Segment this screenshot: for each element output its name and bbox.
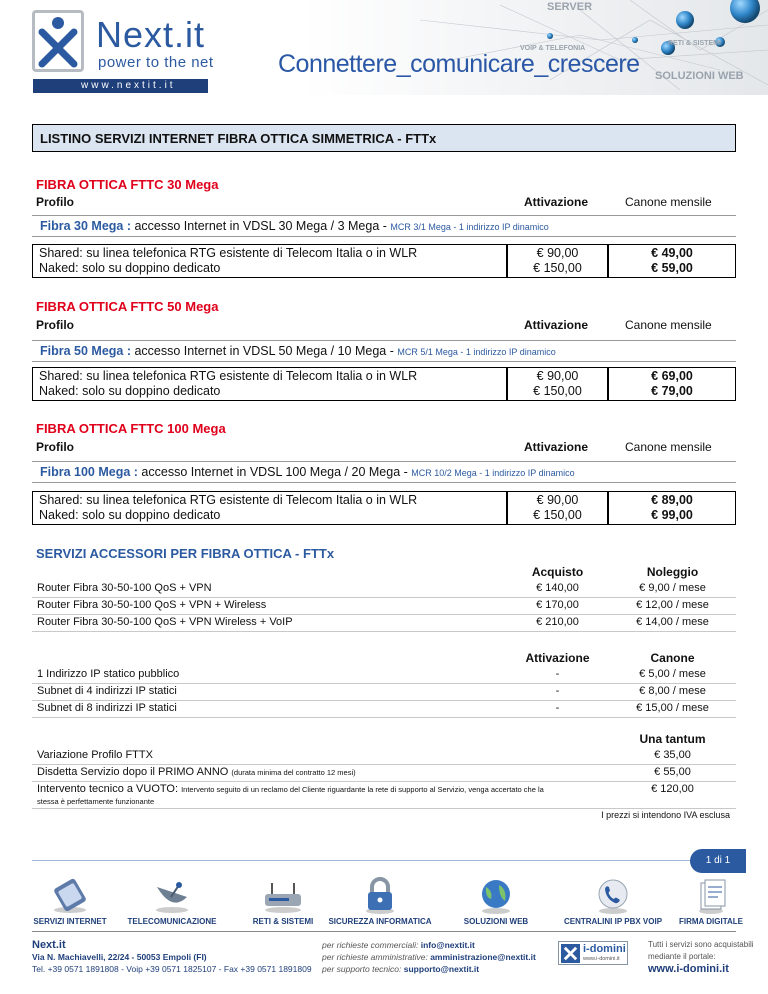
section-heading-100: FIBRA OTTICA FTTC 100 Mega xyxy=(36,421,226,436)
footer-portal-block xyxy=(648,939,754,975)
contact-email-admin[interactable]: amministrazione@nextit.it xyxy=(430,952,536,962)
router-rent-1: € 9,00 / mese xyxy=(639,582,706,594)
slogan: Connettere_comunicare_crescere xyxy=(278,50,640,78)
footer-label-internet: SERVIZI INTERNET xyxy=(33,917,107,926)
col-monthly-100: Canone mensile xyxy=(625,440,712,454)
satellite-icon xyxy=(147,877,197,915)
ip-fee-3: € 15,00 / mese xyxy=(636,702,709,714)
page-divider xyxy=(32,860,692,861)
profile-description-100 xyxy=(32,461,736,483)
ip-act-1: - xyxy=(555,668,560,680)
idomini-name: i-domini xyxy=(583,943,626,955)
lock-icon xyxy=(355,877,405,915)
onetime-note: (durata minima del contratto 12 mesi) xyxy=(231,768,356,777)
contact-label: per richieste commerciali: xyxy=(322,940,419,950)
profile-mcr: MCR 3/1 Mega - 1 indirizzo IP dinamico xyxy=(390,222,549,232)
onetime-label: Intervento tecnico a VUOTO: xyxy=(37,783,179,795)
footer-phones: Tel. +39 0571 1891808 - Voip +39 0571 1825107 - Fax +39 0571 1891809 xyxy=(32,964,312,974)
idomini-url-small: www.i-domini.it xyxy=(583,956,620,962)
footer-divider xyxy=(32,931,736,932)
document-icon xyxy=(686,877,736,915)
ip-fee-1: € 5,00 / mese xyxy=(639,668,706,680)
monthly-naked: € 79,00 xyxy=(651,384,693,398)
contact-label: per richieste amministrative: xyxy=(322,952,428,962)
header-word-reti: RETI & SISTEMI xyxy=(668,40,721,47)
contact-label: per supporto tecnico: xyxy=(322,964,402,974)
profile-description-30 xyxy=(32,215,736,237)
footer-label-web: SOLUZIONI WEB xyxy=(463,917,529,926)
monthly-naked: € 59,00 xyxy=(651,261,693,275)
onetime-price-3: € 120,00 xyxy=(651,783,694,795)
website-bar[interactable]: www.nextit.it xyxy=(33,79,208,93)
row-naked: Naked: solo su doppino dedicato xyxy=(39,261,221,275)
monthly-shared: € 49,00 xyxy=(651,246,693,260)
activation-shared: € 90,00 xyxy=(536,493,579,507)
ip-fee-2: € 8,00 / mese xyxy=(639,685,706,697)
row-shared: Shared: su linea telefonica RTG esistente di Telecom Italia o in WLR xyxy=(39,493,418,507)
header-word-server: SERVER xyxy=(547,1,593,13)
contact-email-support[interactable]: supporto@nextit.it xyxy=(403,964,480,974)
ip-act-3: - xyxy=(555,702,560,714)
globe-icon xyxy=(471,877,521,915)
portal-text-2: mediante il portale: xyxy=(648,952,716,961)
profile-name: Fibra 30 Mega : xyxy=(40,219,131,233)
activation-naked: € 150,00 xyxy=(533,508,582,522)
col-activation-50: Attivazione xyxy=(524,318,589,332)
activation-shared: € 90,00 xyxy=(536,369,579,383)
footer-contacts-block xyxy=(322,939,536,975)
footer-label-security: SICUREZZA INFORMATICA xyxy=(328,917,432,926)
divider xyxy=(32,631,736,632)
router-rent-3: € 14,00 / mese xyxy=(636,616,709,628)
onetime-name-2 xyxy=(37,766,356,778)
profile-name: Fibra 100 Mega : xyxy=(40,465,138,479)
router-name-2: Router Fibra 30-50-100 QoS + VPN + Wireless xyxy=(37,599,267,611)
activation-naked: € 150,00 xyxy=(533,261,582,275)
col-monthly-50: Canone mensile xyxy=(625,318,712,332)
onetime-note-cont: stessa è perfettamente funzionante xyxy=(37,797,155,806)
row-shared: Shared: su linea telefonica RTG esistente di Telecom Italia o in WLR xyxy=(39,246,418,260)
router-buy-1: € 140,00 xyxy=(536,582,579,594)
contact-email-info[interactable]: info@nextit.it xyxy=(420,940,475,950)
activation-cell-50 xyxy=(507,367,608,401)
ip-fee-header: Canone xyxy=(650,651,695,665)
portal-text-1: Tutti i servizi sono acquistabili xyxy=(648,940,754,949)
footer-label-pbx: CENTRALINI IP PBX VOIP xyxy=(563,917,663,926)
brand-tagline: power to the net xyxy=(98,54,214,71)
footer-label-signature: FIRMA DIGITALE xyxy=(679,917,743,926)
profile-mcr: MCR 10/2 Mega - 1 indirizzo IP dinamico xyxy=(411,468,575,478)
onetime-label: Disdetta Servizio dopo il PRIMO ANNO xyxy=(37,766,229,778)
profile-mcr: MCR 5/1 Mega - 1 indirizzo IP dinamico xyxy=(397,347,556,357)
monthly-cell-50 xyxy=(608,367,736,401)
logo-icon xyxy=(38,14,78,68)
ip-activation-header: Attivazione xyxy=(525,651,590,665)
monthly-shared: € 69,00 xyxy=(651,369,693,383)
col-profile-100: Profilo xyxy=(36,440,74,454)
col-profile-50: Profilo xyxy=(36,318,74,332)
router-buy-2: € 170,00 xyxy=(536,599,579,611)
idomini-x-icon xyxy=(561,944,580,963)
monthly-shared: € 89,00 xyxy=(651,493,693,507)
onetime-name-1 xyxy=(37,749,153,761)
monthly-naked: € 99,00 xyxy=(651,508,693,522)
profile-text: accesso Internet in VDSL 100 Mega / 20 Mega - xyxy=(137,465,412,479)
page-number: 1 di 1 xyxy=(690,849,746,873)
onetime-note: Intervento seguito di un reclamo del Cliente riguardante la rete di supporto al Servizio, venga accertato che la xyxy=(181,785,544,794)
page-header xyxy=(0,0,768,95)
phone-icon xyxy=(588,877,638,915)
profile-description-50 xyxy=(32,340,736,362)
brand-name: Next.it xyxy=(96,14,206,55)
onetime-name-3 xyxy=(37,783,597,795)
rows-cell-50 xyxy=(32,367,507,401)
divider xyxy=(32,764,736,765)
vat-note: I prezzi si intendono IVA esclusa xyxy=(601,810,730,820)
divider xyxy=(32,683,736,684)
monthly-cell-100 xyxy=(608,491,736,525)
router-buy-3: € 210,00 xyxy=(536,616,579,628)
profile-name: Fibra 50 Mega : xyxy=(40,344,131,358)
ip-name-2: Subnet di 4 indirizzi IP statici xyxy=(37,685,177,697)
divider xyxy=(32,781,736,782)
header-word-voip: VOIP & TELEFONIA xyxy=(520,45,586,52)
ip-name-1: 1 Indirizzo IP statico pubblico xyxy=(37,668,180,680)
section-heading-30: FIBRA OTTICA FTTC 30 Mega xyxy=(36,177,219,192)
divider xyxy=(32,700,736,701)
activation-naked: € 150,00 xyxy=(533,384,582,398)
ip-name-3: Subnet di 8 indirizzi IP statici xyxy=(37,702,177,714)
document-title: LISTINO SERVIZI INTERNET FIBRA OTTICA SIMMETRICA - FTTx xyxy=(32,124,736,152)
rows-cell-100 xyxy=(32,491,507,525)
footer-label-telecom: TELECOMUNICAZIONE xyxy=(127,917,217,926)
router-buy-header: Acquisto xyxy=(531,565,584,579)
router-rent-2: € 12,00 / mese xyxy=(636,599,709,611)
internet-icon xyxy=(45,877,95,915)
router-rent-header: Noleggio xyxy=(646,565,699,579)
col-profile-30: Profilo xyxy=(36,195,74,209)
footer-label-network: RETI & SISTEMI xyxy=(252,917,314,926)
row-naked: Naked: solo su doppino dedicato xyxy=(39,384,221,398)
profile-text: accesso Internet in VDSL 50 Mega / 10 Mega - xyxy=(131,344,398,358)
row-shared: Shared: su linea telefonica RTG esistente di Telecom Italia o in WLR xyxy=(39,369,418,383)
onetime-price-1: € 35,00 xyxy=(654,749,691,761)
col-activation-100: Attivazione xyxy=(524,440,589,454)
divider xyxy=(32,717,736,718)
activation-cell-100 xyxy=(507,491,608,525)
router-icon xyxy=(258,877,308,915)
col-activation-30: Attivazione xyxy=(524,195,589,209)
monthly-cell-30 xyxy=(608,244,736,278)
idomini-logo[interactable] xyxy=(558,941,628,965)
footer-company-block xyxy=(32,939,312,975)
onetime-header: Una tantum xyxy=(639,732,706,746)
section-heading-50: FIBRA OTTICA FTTC 50 Mega xyxy=(36,299,219,314)
footer-address: Via N. Machiavelli, 22/24 - 50053 Empoli (FI) xyxy=(32,952,207,962)
accessories-heading: SERVIZI ACCESSORI PER FIBRA OTTICA - FTTx xyxy=(36,546,335,561)
divider xyxy=(32,597,736,598)
ip-act-2: - xyxy=(555,685,560,697)
router-name-3: Router Fibra 30-50-100 QoS + VPN Wireless + VoIP xyxy=(37,616,293,628)
footer-company: Next.it xyxy=(32,939,66,951)
onetime-label: Variazione Profilo FTTX xyxy=(37,749,153,761)
divider xyxy=(32,614,736,615)
row-naked: Naked: solo su doppino dedicato xyxy=(39,508,221,522)
divider xyxy=(32,808,736,809)
router-name-1: Router Fibra 30-50-100 QoS + VPN xyxy=(37,582,212,594)
profile-text: accesso Internet in VDSL 30 Mega / 3 Mega - xyxy=(131,219,391,233)
onetime-price-2: € 55,00 xyxy=(654,766,691,778)
col-monthly-30: Canone mensile xyxy=(625,195,712,209)
activation-cell-30 xyxy=(507,244,608,278)
activation-shared: € 90,00 xyxy=(536,246,579,260)
rows-cell-30 xyxy=(32,244,507,278)
header-word-web: SOLUZIONI WEB xyxy=(655,70,744,82)
portal-url[interactable]: www.i-domini.it xyxy=(648,963,729,975)
